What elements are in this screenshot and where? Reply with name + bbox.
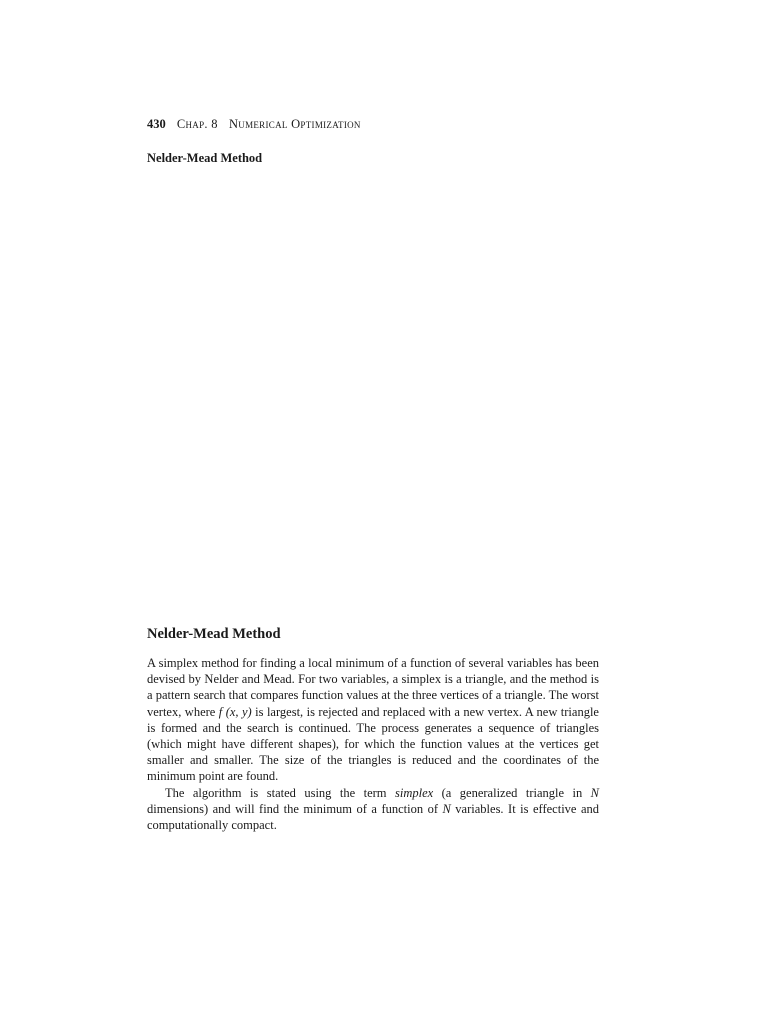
paragraph-1	[147, 655, 599, 785]
paragraph-2-text-d: variables. It is effective and computationally compact.	[147, 801, 599, 833]
math-n: N	[590, 785, 599, 800]
running-head	[147, 116, 361, 132]
term-simplex: simplex	[394, 785, 434, 800]
paragraph-2	[147, 785, 599, 834]
paragraph-1-text-a: A simplex method for finding a local minimum of a function of several variables has been devised by Nelder and Mead. For two variables, a simplex is a triangle, and the method is a pattern search that compares function values at the three vertices of a triangle. The worst vertex, where	[147, 656, 599, 719]
body-text	[147, 655, 599, 833]
page-number: 430	[147, 117, 166, 131]
paragraph-2-text-a: The algorithm is stated using the term	[165, 785, 395, 800]
math-n: N	[442, 801, 451, 816]
chapter-number: Chap. 8	[176, 117, 218, 131]
paragraph-1-text-b: is largest, is rejected and replaced with a new vertex. A new triangle is formed and the search is continued. The process generates a sequence of triangles (which might have different shapes), for which the function values at the vertices get smaller and smaller. The size of the triangles is reduced and the coordinates of the minimum point are found.	[147, 704, 599, 784]
paragraph-2-text-b: (a generalized triangle in	[433, 785, 591, 800]
chapter-title: Numerical Optimization	[228, 117, 361, 131]
paragraph-2-text-c: dimensions) and will find the minimum of a function of	[147, 801, 443, 816]
section-heading: Nelder-Mead Method	[147, 626, 281, 642]
math-f-x-y: f (x, y)	[218, 704, 252, 719]
section-label: Nelder-Mead Method	[147, 151, 263, 165]
